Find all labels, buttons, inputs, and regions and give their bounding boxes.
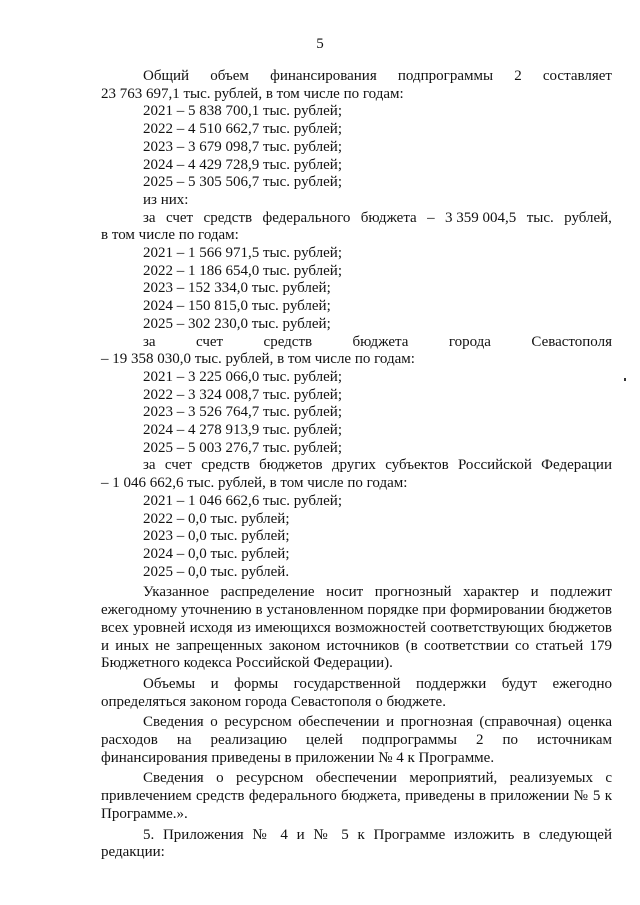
federal-year-item: 2025 – 302 230,0 тыс. рублей; bbox=[143, 315, 331, 332]
other-subjects-year-item: 2022 – 0,0 тыс. рублей; bbox=[143, 510, 290, 527]
other-subjects-year-item: 2023 – 0,0 тыс. рублей; bbox=[143, 528, 290, 545]
sevastopol-word: Севастополя bbox=[531, 333, 612, 350]
intro-line-2: 23 763 697,1 тыс. рублей, в том числе по годам: bbox=[101, 85, 404, 102]
total-year-item: 2021 – 5 838 700,1 тыс. рублей; bbox=[143, 103, 342, 120]
other-subjects-year-item: 2024 – 0,0 тыс. рублей; bbox=[143, 545, 290, 562]
page-number: 5 bbox=[316, 36, 324, 52]
scan-artifact-mark bbox=[624, 378, 626, 381]
other-subjects-word: других bbox=[331, 457, 376, 474]
intro-word: Общий bbox=[143, 68, 190, 84]
federal-word: тыс. bbox=[526, 209, 554, 226]
sevastopol-word: города bbox=[448, 333, 491, 350]
total-year-item: 2023 – 3 679 098,7 тыс. рублей; bbox=[143, 138, 342, 155]
sevastopol-year-item: 2023 – 3 526 764,7 тыс. рублей; bbox=[143, 404, 342, 421]
federal-line-1 bbox=[101, 210, 612, 228]
intro-word: 2 bbox=[514, 68, 522, 84]
federal-line-2: в том числе по годам: bbox=[101, 227, 239, 244]
document-body bbox=[101, 68, 612, 862]
federal-word: средств bbox=[203, 209, 253, 226]
other-subjects-line-2: – 1 046 662,6 тыс. рублей, в том числе по годам: bbox=[101, 475, 408, 492]
other-subjects-word: Федерации bbox=[541, 457, 612, 474]
federal-word: бюджета bbox=[360, 209, 417, 226]
federal-word: – bbox=[427, 209, 435, 226]
other-subjects-year-item: 2025 – 0,0 тыс. рублей. bbox=[143, 563, 290, 580]
item-5-paragraph: 5. Приложения № 4 и № 5 к Программе изложить в следующей редакции: bbox=[101, 826, 612, 861]
federal-year-item: 2023 – 152 334,0 тыс. рублей; bbox=[143, 280, 331, 297]
federal-word: счет bbox=[166, 209, 194, 226]
federal-word: федерального bbox=[262, 209, 351, 226]
sevastopol-word: за bbox=[143, 333, 156, 350]
federal-year-item: 2021 – 1 566 971,5 тыс. рублей; bbox=[143, 245, 342, 262]
other-subjects-line-1 bbox=[101, 457, 612, 475]
sevastopol-line-1 bbox=[101, 334, 612, 352]
federal-word: 3 359 004,5 bbox=[445, 209, 517, 226]
federal-word: за bbox=[143, 209, 156, 226]
intro-word: подпрограммы bbox=[397, 68, 494, 84]
intro-word: объем bbox=[210, 68, 249, 84]
intro-line-1 bbox=[101, 68, 612, 86]
of-which-label: из них: bbox=[143, 191, 189, 208]
federal-year-item: 2022 – 1 186 654,0 тыс. рублей; bbox=[143, 262, 342, 279]
other-subjects-word: за bbox=[143, 457, 156, 474]
other-subjects-word: счет bbox=[164, 457, 192, 474]
sevastopol-year-item: 2022 – 3 324 008,7 тыс. рублей; bbox=[143, 386, 342, 403]
total-year-item: 2024 – 4 429 728,9 тыс. рублей; bbox=[143, 156, 342, 173]
total-year-item: 2022 – 4 510 662,7 тыс. рублей; bbox=[143, 121, 342, 138]
federal-word: рублей, bbox=[564, 209, 612, 226]
other-subjects-word: Российской bbox=[457, 457, 532, 474]
sevastopol-year-item: 2025 – 5 003 276,7 тыс. рублей; bbox=[143, 439, 342, 456]
federal-year-item: 2024 – 150 815,0 тыс. рублей; bbox=[143, 298, 331, 315]
distribution-paragraph: Указанное распределение носит прогнозный характер и подлежит ежегодному уточнению в установленном порядке при формировании бюджетов всех уровней исходя из имеющихся возможностей соответствующих бюджетов и иных не запрещенных законом источников (в соответствии со статьей 179 Бюджетного кодекса Российской Федерации). bbox=[101, 584, 612, 672]
sevastopol-word: счет bbox=[196, 333, 224, 350]
sevastopol-word: бюджета bbox=[352, 333, 409, 350]
sevastopol-word: средств bbox=[263, 333, 313, 350]
intro-word: финансирования bbox=[270, 68, 377, 84]
resources-appendix-5-paragraph: Сведения о ресурсном обеспечении мероприятий, реализуемых с привлечением средств федерального бюджета, приведены в приложении № 5 к Программе.». bbox=[101, 770, 612, 822]
other-subjects-word: средств bbox=[201, 457, 250, 474]
other-subjects-year-item: 2021 – 1 046 662,6 тыс. рублей; bbox=[143, 492, 342, 509]
support-paragraph: Объемы и формы государственной поддержки будут ежегодно определяться законом города Севастополя о бюджете. bbox=[101, 675, 612, 710]
other-subjects-word: субъектов bbox=[385, 457, 449, 474]
intro-word: составляет bbox=[542, 68, 612, 84]
sevastopol-year-item: 2021 – 3 225 066,0 тыс. рублей; bbox=[143, 368, 342, 385]
total-year-item: 2025 – 5 305 506,7 тыс. рублей; bbox=[143, 174, 342, 191]
sevastopol-year-item: 2024 – 4 278 913,9 тыс. рублей; bbox=[143, 422, 342, 439]
other-subjects-word: бюджетов bbox=[259, 457, 323, 474]
resources-appendix-4-paragraph: Сведения о ресурсном обеспечении и прогнозная (справочная) оценка расходов на реализацию целей подпрограммы 2 по источникам финансирования приведены в приложении № 4 к Программе. bbox=[101, 714, 612, 766]
sevastopol-line-2: – 19 358 030,0 тыс. рублей, в том числе по годам: bbox=[101, 351, 415, 368]
